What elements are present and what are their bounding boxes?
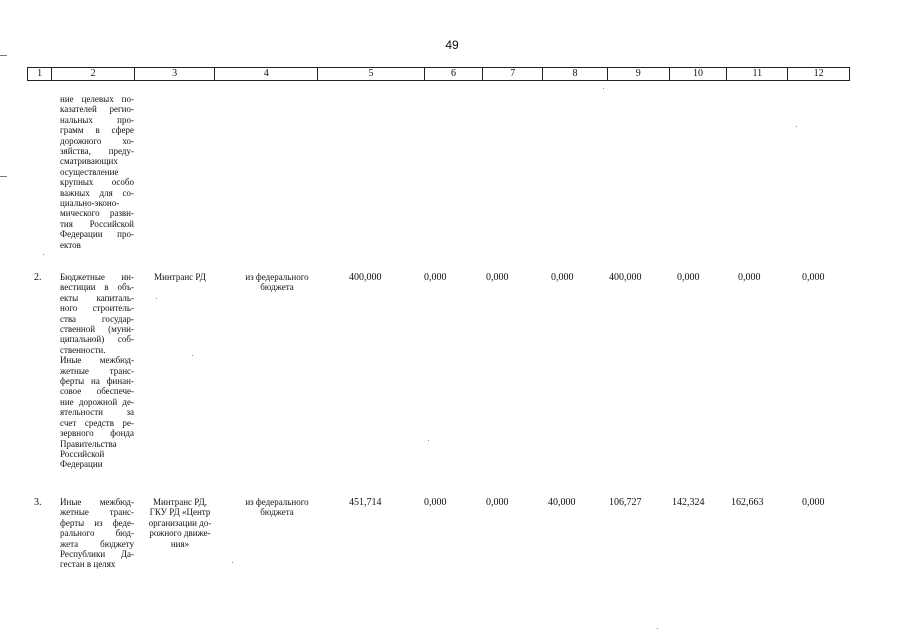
text-line: осуществление xyxy=(60,166,119,177)
text-line: жетные транс- xyxy=(60,507,134,518)
text-line: ятельности за xyxy=(60,407,134,418)
text-line: мического разви- xyxy=(60,208,134,219)
text-line: бюджета xyxy=(260,282,294,293)
value-col-11: 0,000 xyxy=(738,272,761,283)
text-line: совое обеспече- xyxy=(60,386,134,397)
text-line: Минтранс РД, xyxy=(153,497,207,507)
text-line: ние дорожной де- xyxy=(60,396,134,407)
column-header-9: 9 xyxy=(607,68,669,80)
text-line: из федерального xyxy=(245,272,309,282)
text-line: вестиции в объ- xyxy=(60,282,134,293)
text-line: счет средств ре- xyxy=(60,417,134,428)
text-line: екты капиталь- xyxy=(60,292,134,303)
value-col-12: 0,000 xyxy=(802,497,825,508)
table-header-row xyxy=(27,67,850,81)
value-col-9: 400,000 xyxy=(609,272,642,283)
text-line: циально-эконо- xyxy=(60,198,120,209)
scan-speck xyxy=(43,254,44,255)
value-col-8: 40,000 xyxy=(548,497,576,508)
text-line: Российской xyxy=(60,448,105,459)
text-line: Иные межбюд- xyxy=(60,355,134,366)
scan-speck xyxy=(428,440,429,441)
column-header-7: 7 xyxy=(482,68,542,80)
value-col-9: 106,727 xyxy=(609,497,642,508)
text-line: Минтранс РД xyxy=(154,272,206,282)
scan-speck xyxy=(232,562,233,563)
value-col-5: 451,714 xyxy=(349,497,382,508)
scan-speck xyxy=(192,355,193,356)
column-header-3: 3 xyxy=(134,68,214,80)
column-header-11: 11 xyxy=(726,68,787,80)
column-header-4: 4 xyxy=(214,68,317,80)
text-line: ципальной) соб- xyxy=(60,334,134,345)
row-name-cell xyxy=(60,497,134,570)
text-line: бюджета xyxy=(260,507,294,518)
text-line: крупных особо xyxy=(60,177,134,188)
column-header-5: 5 xyxy=(317,68,423,80)
column-header-2: 2 xyxy=(51,68,134,80)
scan-edge-mark xyxy=(0,55,7,56)
text-line: ние целевых по- xyxy=(60,94,134,104)
text-line: сматривающих xyxy=(60,156,118,167)
responsible-cell xyxy=(140,497,220,549)
value-col-10: 142,324 xyxy=(672,497,705,508)
text-line: ния» xyxy=(170,538,190,549)
text-line: ектов xyxy=(60,239,81,250)
scan-speck xyxy=(657,628,658,629)
text-line: ГКУ РД «Центр xyxy=(149,507,211,518)
text-line: тия Российской xyxy=(60,218,134,229)
text-line: нальных про- xyxy=(60,114,134,125)
row-name-cell xyxy=(60,272,134,470)
value-col-10: 0,000 xyxy=(677,272,700,283)
text-line: Бюджетные ин- xyxy=(60,272,134,282)
text-line: ственной (муни- xyxy=(60,324,134,335)
row-number: 2. xyxy=(34,272,42,283)
text-line: жета бюджету xyxy=(60,538,134,549)
text-line: ферты на финан- xyxy=(60,376,134,387)
value-col-12: 0,000 xyxy=(802,272,825,283)
text-line: грамм в сфере xyxy=(60,125,134,136)
funding-source-cell xyxy=(225,272,329,293)
text-line: Иные межбюд- xyxy=(60,497,134,507)
value-col-6: 0,000 xyxy=(424,272,447,283)
text-line: зервного фонда xyxy=(60,428,134,439)
text-line: Федерации про- xyxy=(60,229,134,240)
column-header-10: 10 xyxy=(669,68,727,80)
text-line: казателей регио- xyxy=(60,104,134,115)
continuation-text xyxy=(60,94,134,250)
text-line: ферты из феде- xyxy=(60,517,134,528)
text-line: ства государ- xyxy=(60,313,134,324)
scan-speck xyxy=(796,126,797,127)
text-line: жетные транс- xyxy=(60,365,134,376)
row-number: 3. xyxy=(34,497,42,508)
column-header-8: 8 xyxy=(542,68,607,80)
text-line: зяйства, преду- xyxy=(60,146,134,157)
page-number: 49 xyxy=(445,38,459,52)
value-col-11: 162,663 xyxy=(731,497,764,508)
scan-speck xyxy=(156,298,157,299)
value-col-7: 0,000 xyxy=(486,272,509,283)
text-line: дорожного хо- xyxy=(60,135,134,146)
value-col-6: 0,000 xyxy=(424,497,447,508)
value-col-5: 400,000 xyxy=(349,272,382,283)
text-line: организации до- xyxy=(148,517,212,528)
value-col-8: 0,000 xyxy=(551,272,574,283)
column-header-6: 6 xyxy=(424,68,483,80)
column-header-1: 1 xyxy=(27,68,51,80)
text-line: рального бюд- xyxy=(60,528,134,539)
text-line: Правительства xyxy=(60,438,117,449)
text-line: из федерального xyxy=(245,497,309,507)
text-line: Республики Да- xyxy=(60,549,134,560)
text-line: важных для со- xyxy=(60,187,134,198)
text-line: ного строитель- xyxy=(60,303,134,314)
text-line: Федерации xyxy=(60,459,103,470)
scan-speck xyxy=(603,88,604,89)
responsible-cell xyxy=(140,272,220,282)
column-header-12: 12 xyxy=(787,68,850,80)
text-line: рожного движе- xyxy=(149,528,211,539)
value-col-7: 0,000 xyxy=(486,497,509,508)
text-line: ственности. xyxy=(60,344,106,355)
scan-edge-mark xyxy=(0,176,7,177)
text-line: гестан в целях xyxy=(60,559,116,570)
funding-source-cell xyxy=(225,497,329,518)
